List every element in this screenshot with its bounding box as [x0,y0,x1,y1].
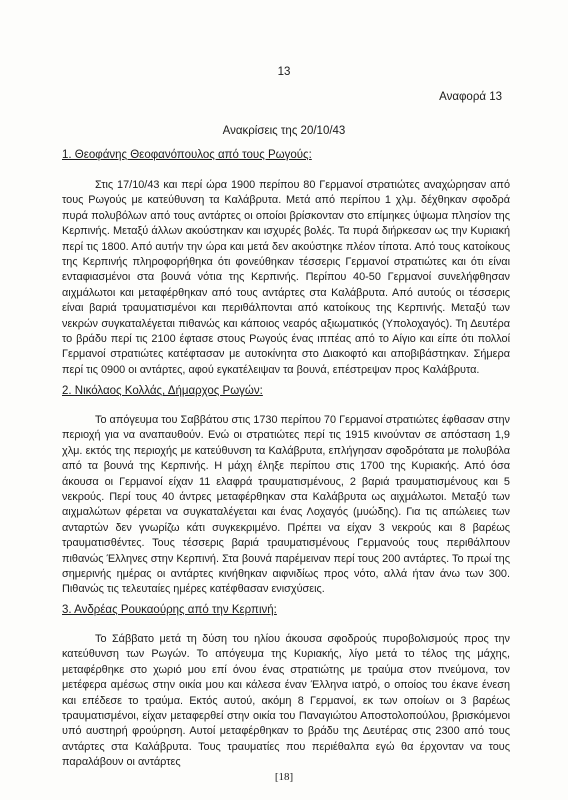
document-title: Ανακρίσεις της 20/10/43 [222,125,346,137]
section-2-heading: 2. Νικόλαος Κολλάς, Δήμαρχος Ρωγών: [62,385,263,397]
section-2-text: Το απόγευμα του Σαββάτου στις 1730 περίπου 70 Γερμανοί στρατιώτες έφθασαν στην περιοχή για να αναπαυθούν. Ενώ οι στρατιώτες περί τις 1915 κινούνταν σε απόσταση 1,9 χλμ. εκτός της περιοχής με κατεύθυνση τα Καλάβρυτα, επλήγησαν σφοδρότατα με πολυβόλα από τα βουνά της Κερπινής. Η μάχη έληξε περίπου στις 1700 της Κυριακής. Από όσα άκουσα οι Γερμανοί είχαν 11 ελαφρά τραυματισμένους, 2 βαριά τραυματισμένους και 5 νεκρούς. Περί τους 40 άντρες μεταφέρθηκαν στα Καλάβρυτα ως αιχμάλωτοι. Μεταξύ των αιχμαλώτων φέρεται να συγκαταλέγεται και ένας Λοχαγός (μυώδης). Για τις απώλειες των ανταρτών δεν γνωρίζω κάτι συγκεκριμένο. Πρέπει να είχαν 3 νεκρούς και 8 βαρέως τραυματισθέντες. Τους τέσσερις βαριά τραυματισμένους Γερμανούς τους περιθάλπουν πιθανώς Έλληνες στην Κερπινή. Στα βουνά παρέμειναν περί τους 200 αντάρτες. Το πρωί της σημερινής ημέρας οι αντάρτες κινήθηκαν αιφνιδίως προς νότο, αλλά ήταν άνω των 300. Πιθανώς τις τελευταίες ημέρες κατέφθασαν ενισχύσεις. [62,414,510,596]
section-1-text: Στις 17/10/43 και περί ώρα 1900 περίπου 80 Γερμανοί στρατιώτες αναχώρησαν από τους Ρωγούς με κατεύθυνση τα Καλάβρυτα. Μετά από περίπου 1 χλμ. δέχθηκαν σφοδρά πυρά πολυβόλων από τους αντάρτες οι οποίοι βρίσκονταν στο επίμηκες ύψωμα πλησίον της Κερπινής. Μεταξύ άλλων ακούστηκαν και ισχυρές βολές. Τα πυρά διήρκεσαν ως την Κυριακή περί τις 1800. Από αυτήν την ώρα και μετά δεν ακούστηκε πλέον τίποτα. Από τους κατοίκους της Κερπινής πληροφορήθηκα ότι φονεύθηκαν τέσσερις Γερμανοί στρατιώτες και ότι είναι ενταφιασμένοι στα βουνά νότια της Κερπινής. Περίπου 40-50 Γερμανοί συνελήφθησαν αιχμάλωτοι και μεταφέρθηκαν από τους αντάρτες στα Καλάβρυτα. Από αυτούς οι τέσσερις είναι βαριά τραυματισμένοι και περιθάλπονται από κατοίκους της Κερπινής. Μεταξύ των νεκρών συγκαταλέγεται πιθανώς και κάποιος νεαρός αξιωματικός (Υπολοχαγός). Τη Δευτέρα το βράδυ περί τις 2100 έφτασε στους Ρωγούς ένας ιππέας από το Αίγιο και είπε ότι πολλοί Γερμανοί στρατιώτες κατέφτασαν με αυτοκίνητα στο Διακοφτό και αποβιβάστηκαν. Σήμερα περί τις 0900 οι αντάρτες, αφού εγκατέλειψαν τα βουνά, επέστρεψαν προς Καλάβρυτα. [62,179,510,376]
section-3-body [62,632,510,771]
archive-page-number: [18] [274,771,294,783]
section-3-text: Το Σάββατο μετά τη δύση του ηλίου άκουσα σφοδρούς πυροβολισμούς προς την κατεύθυνση των Ρωγών. Το απόγευμα της Κυριακής, λίγο μετά το τέλος της μάχης, μεταφέρθηκε στο χωριό μου επί όνου ένας στρατιώτης με τραύμα στον πνεύμονα, τον μετέφερα αμέσως στην οικία μου και κάλεσα έναν Έλληνα ιατρό, ο οποίος του έκανε ένεση και επέδεσε το τραύμα. Εκτός αυτού, ακόμη 8 Γερμανοί, εκ των οποίων οι 3 βαρέως τραυματισμένοι, είχαν μεταφερθεί στην οικία του Παναγιώτου Αποστολοπούλου, βρισκόμενοι υπό αυστηρή φρούρηση. Αυτοί μεταφέρθηκαν το βράδυ της Δευτέρας στις 2300 από τους αντάρτες στα Καλάβρυτα. Τους τραυματίες που περιέθαλπα εγώ θα έρχονταν να τους παραλάβουν οι αντάρτες [62,633,510,769]
page-number: 13 [277,66,291,78]
report-label: Αναφορά 13 [439,91,502,103]
section-3-heading: 3. Ανδρέας Ρουκαούρης από την Κερπινή: [62,604,277,616]
section-2-body [62,413,510,598]
section-1-body [62,178,510,378]
section-1-heading: 1. Θεοφάνης Θεοφανόπουλος από τους Ρωγούς: [62,149,312,161]
